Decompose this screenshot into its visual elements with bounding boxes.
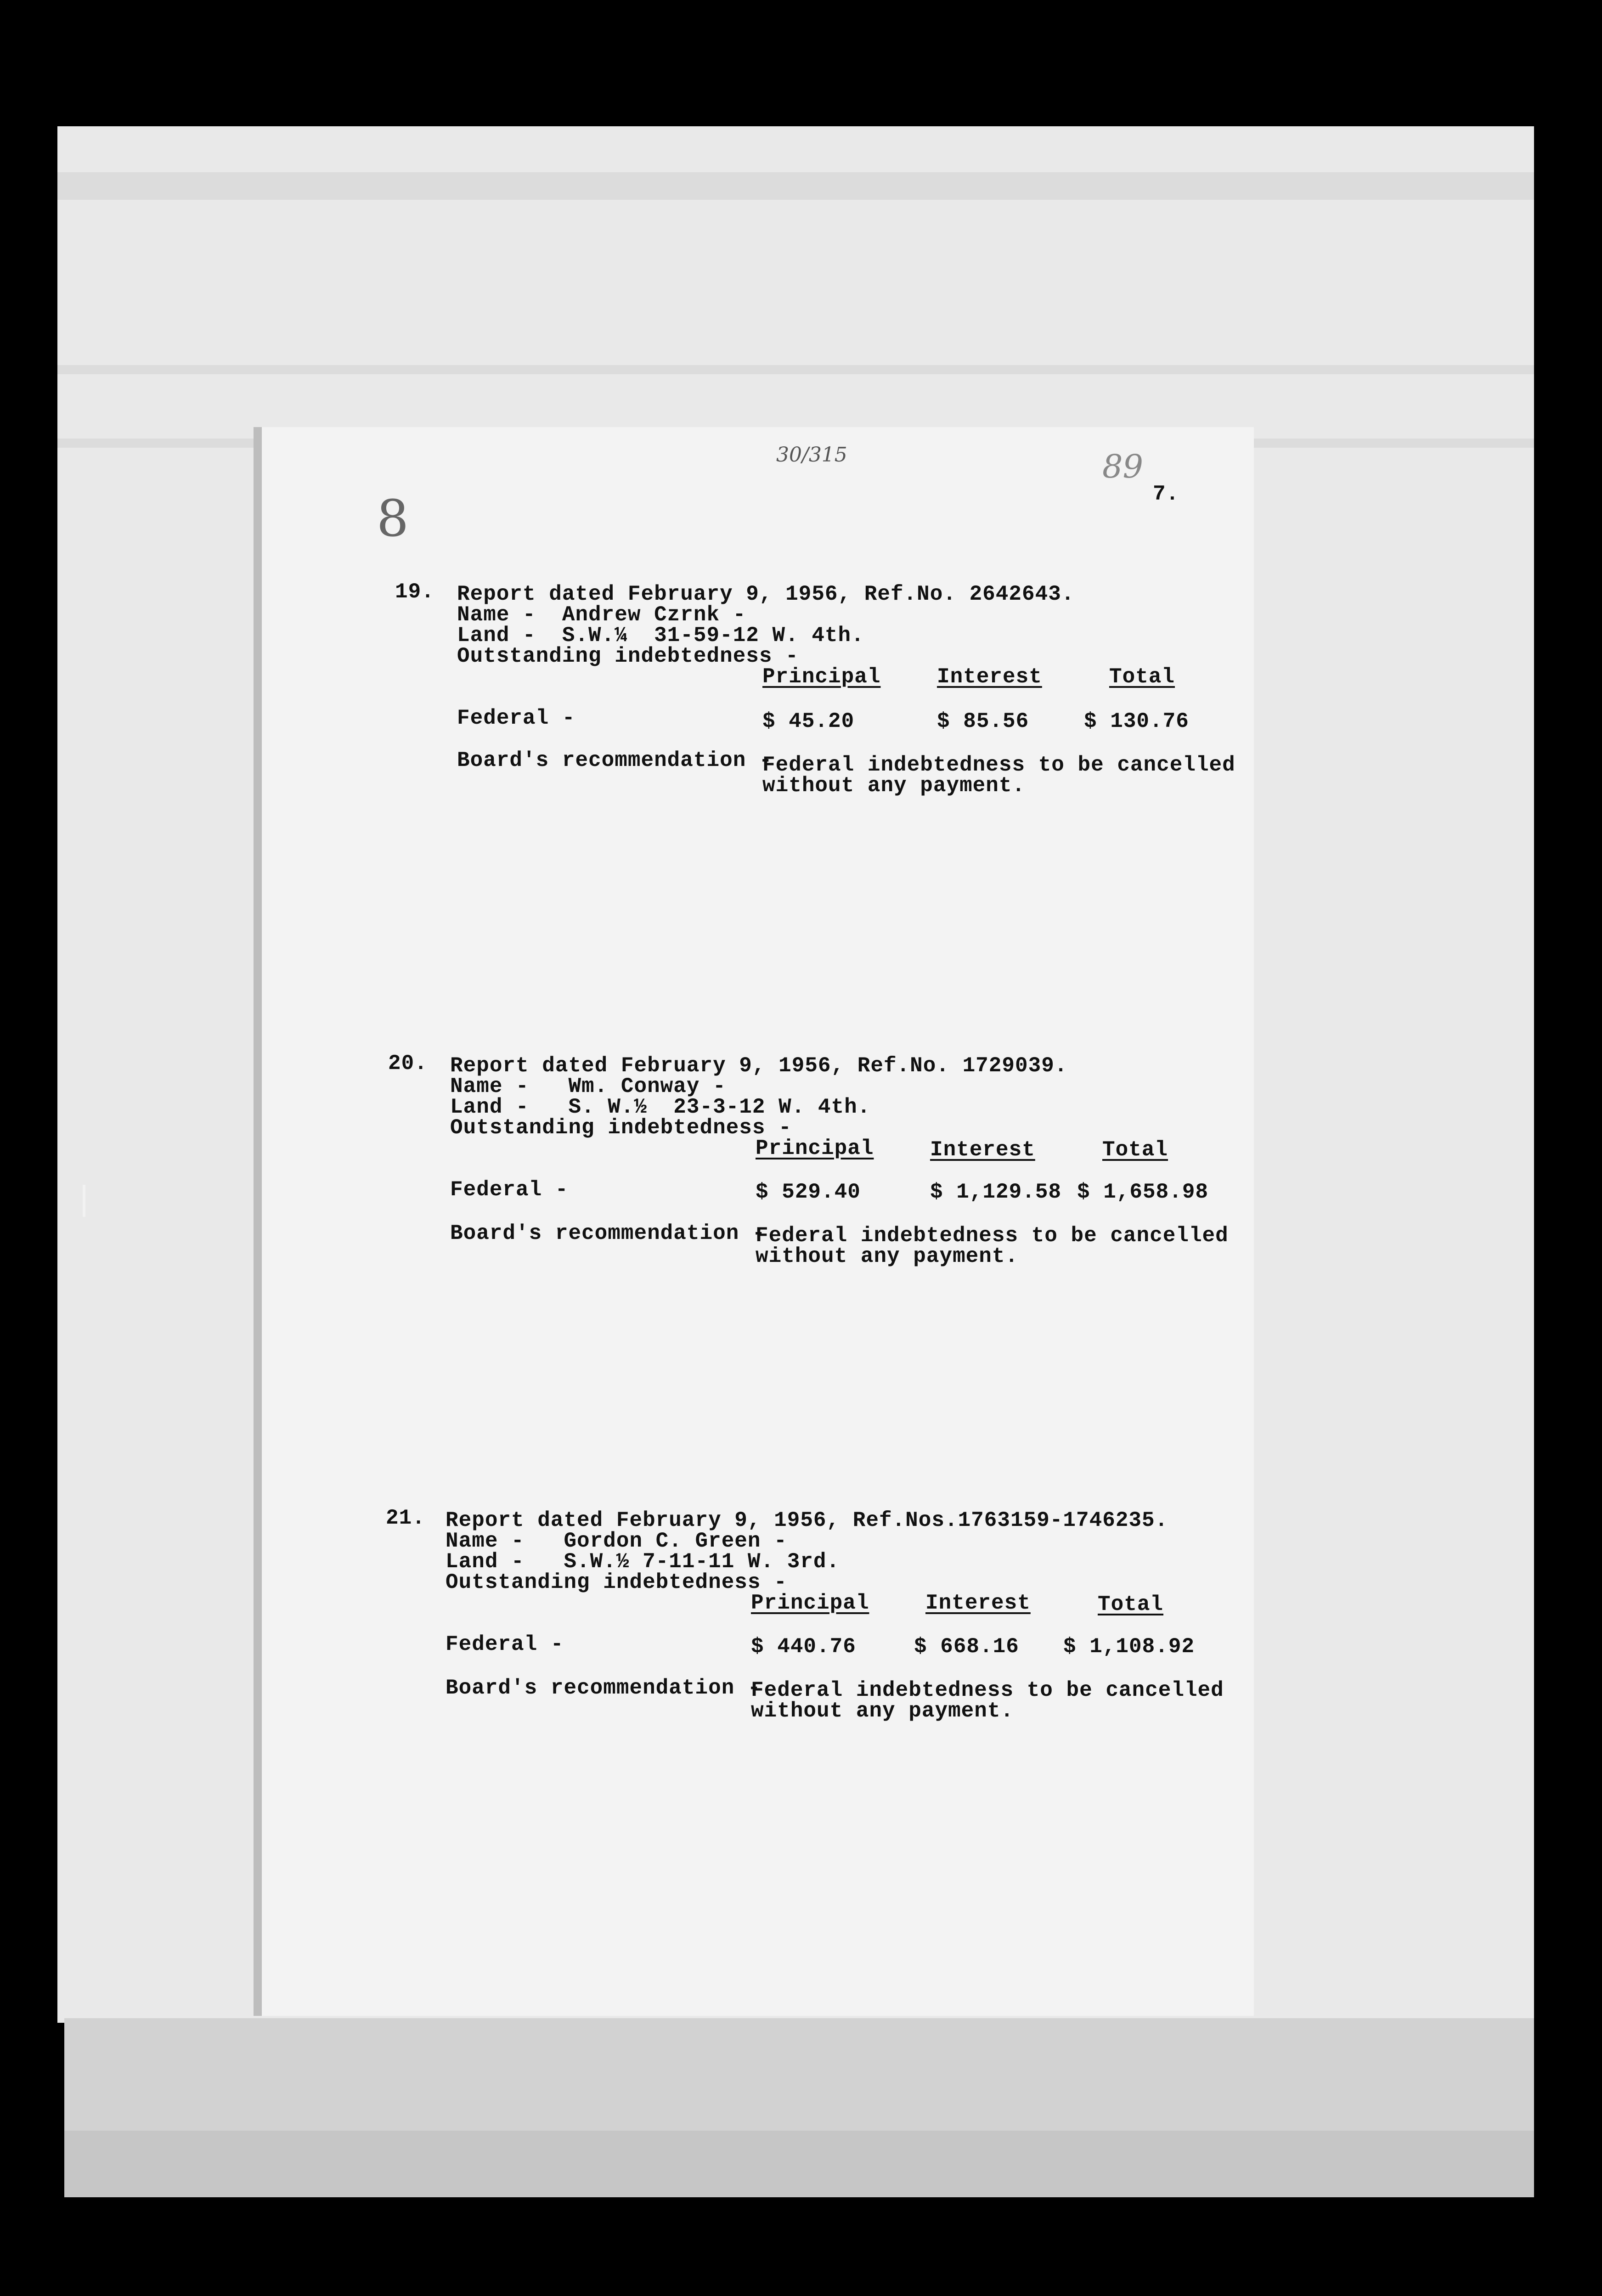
recommendation-text: without any payment. [756, 1244, 1019, 1268]
report-line: Report dated February 9, 1956, Ref.Nos.1763159-1746235. [446, 1508, 1168, 1532]
total-value: $ 1,658.98 [1077, 1180, 1209, 1204]
principal-header: Principal [762, 665, 881, 689]
name-line: Name - Wm. Conway - [450, 1075, 726, 1098]
principal-value: $ 529.40 [756, 1180, 861, 1204]
interest-header: Interest [937, 665, 1042, 689]
recommendation-text: Federal indebtedness to be cancelled [762, 753, 1235, 777]
outstanding-line: Outstanding indebtedness - [446, 1570, 787, 1594]
federal-label: Federal - [450, 1178, 569, 1202]
stamp-number: 89 [1102, 448, 1144, 485]
federal-label: Federal - [446, 1632, 564, 1656]
recommendation-text: Federal indebtedness to be cancelled [751, 1678, 1224, 1702]
report-line: Report dated February 9, 1956, Ref.No. 2642643. [457, 582, 1075, 606]
land-line: Land - S.W.¼ 31-59-12 W. 4th. [457, 624, 864, 647]
recommendation-label: Board's recommendation - [446, 1676, 761, 1700]
outstanding-line: Outstanding indebtedness - [450, 1116, 792, 1140]
principal-header: Principal [756, 1137, 874, 1160]
background-sheet-edge [64, 2131, 1534, 2197]
outstanding-line: Outstanding indebtedness - [457, 644, 799, 668]
land-line: Land - S. W.½ 23-3-12 W. 4th. [450, 1095, 871, 1119]
margin-numeral: 8 [377, 489, 409, 548]
total-value: $ 130.76 [1084, 709, 1189, 733]
document-page [262, 427, 1254, 2016]
entry-number: 20. [388, 1052, 428, 1075]
total-header: Total [1109, 665, 1175, 689]
interest-value: $ 1,129.58 [930, 1180, 1062, 1204]
land-line: Land - S.W.½ 7-11-11 W. 3rd. [446, 1550, 840, 1574]
recommendation-text: without any payment. [762, 774, 1026, 798]
interest-header: Interest [925, 1591, 1031, 1615]
entry-number: 19. [395, 580, 434, 604]
name-line: Name - Gordon C. Green - [446, 1529, 787, 1553]
margin-mark [83, 1185, 85, 1217]
interest-value: $ 85.56 [937, 709, 1029, 733]
total-header: Total [1098, 1593, 1164, 1616]
recommendation-text: Federal indebtedness to be cancelled [756, 1224, 1229, 1248]
principal-value: $ 45.20 [762, 709, 855, 733]
interest-header: Interest [930, 1138, 1035, 1162]
report-line: Report dated February 9, 1956, Ref.No. 1729039. [450, 1054, 1068, 1078]
recommendation-label: Board's recommendation - [450, 1221, 766, 1245]
principal-value: $ 440.76 [751, 1635, 856, 1659]
page-number: 7. [1153, 482, 1179, 506]
total-header: Total [1102, 1138, 1168, 1162]
entry-number: 21. [386, 1506, 425, 1530]
file-mark: 30/315 [776, 443, 847, 467]
recommendation-label: Board's recommendation - [457, 748, 773, 772]
name-line: Name - Andrew Czrnk - [457, 603, 746, 627]
principal-header: Principal [751, 1591, 869, 1615]
interest-value: $ 668.16 [914, 1635, 1019, 1659]
total-value: $ 1,108.92 [1063, 1635, 1195, 1659]
federal-label: Federal - [457, 706, 575, 730]
recommendation-text: without any payment. [751, 1699, 1014, 1723]
